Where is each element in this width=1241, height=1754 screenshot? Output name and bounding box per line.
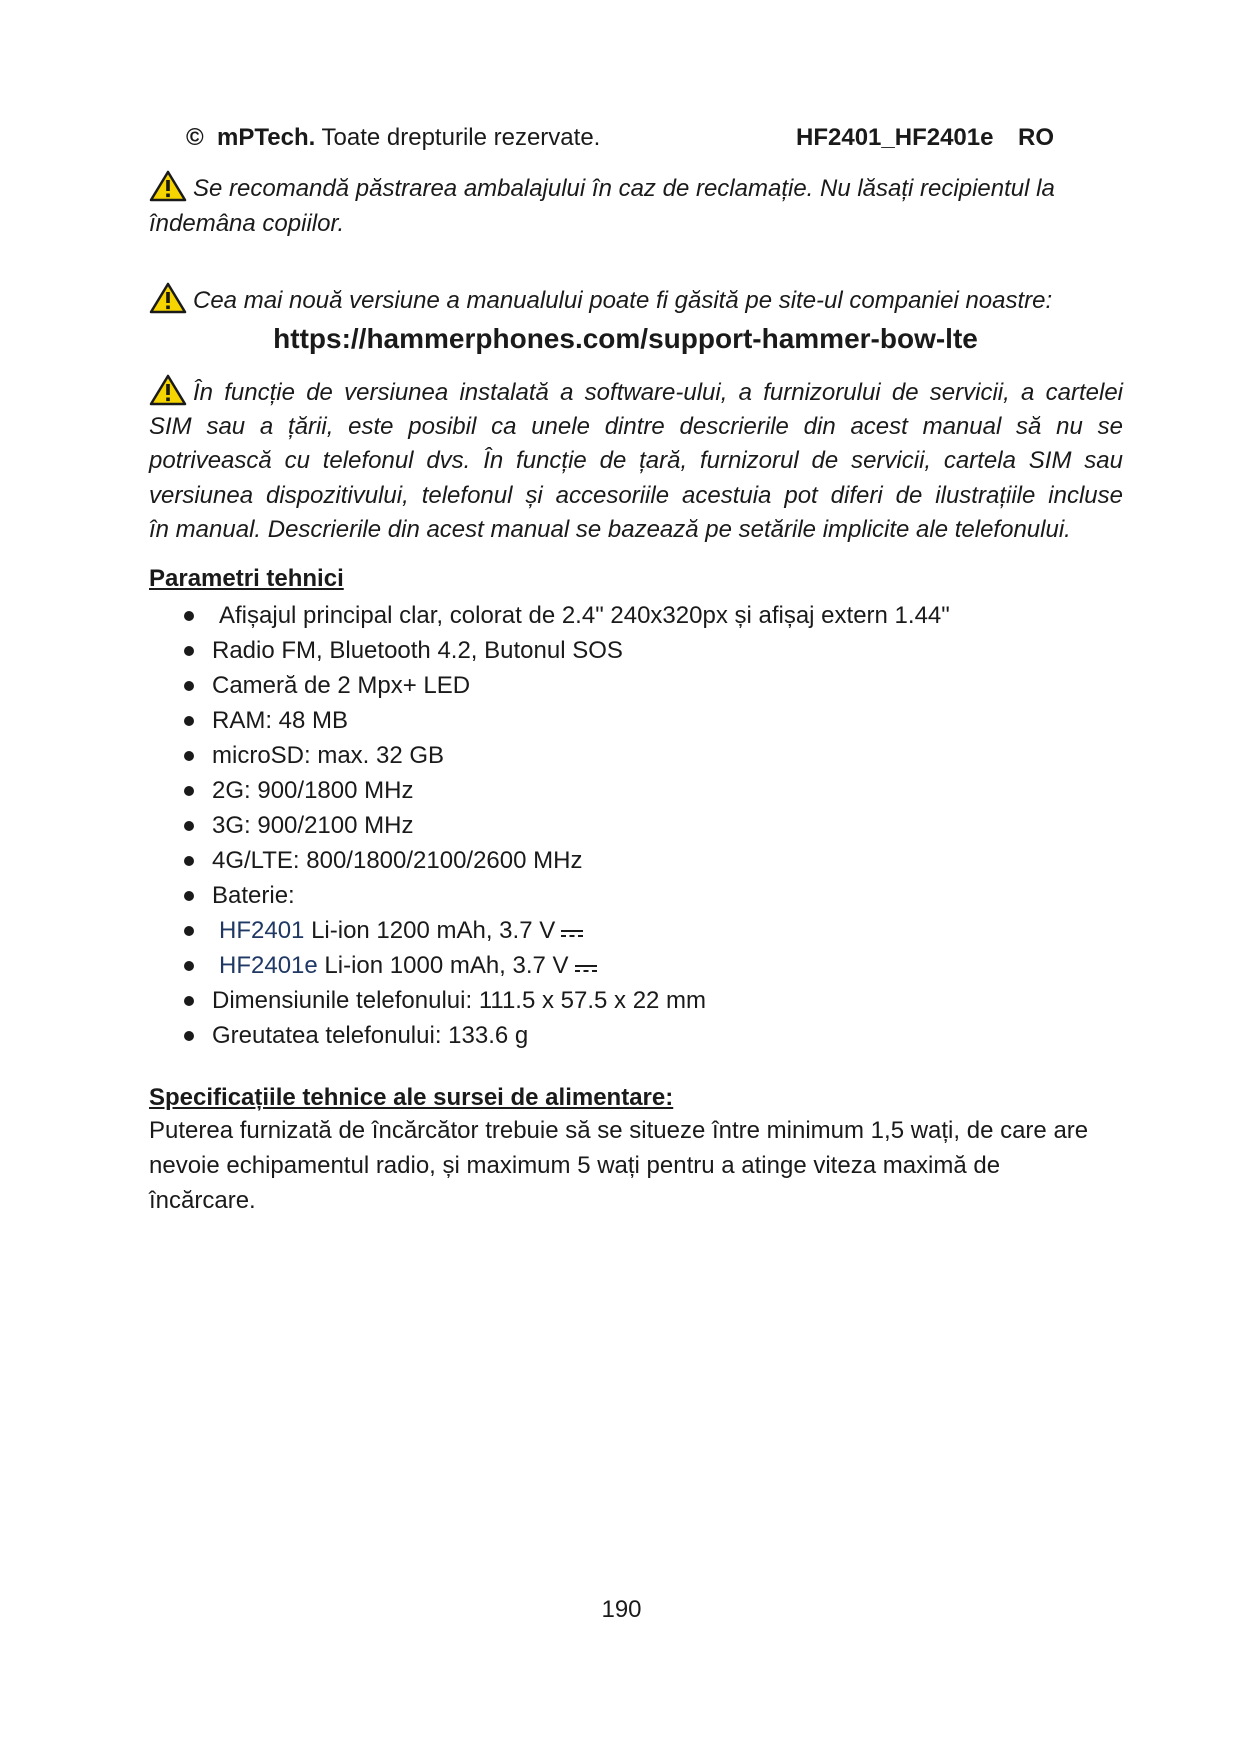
manual-notice-text: Cea mai nouă versiune a manualului poate fi găsită pe site-ul companiei noastre:	[193, 287, 1053, 314]
software-notice-line: în manual. Descrierile din acest manual se bazează pe setările implicite ale telefonului.	[149, 515, 1071, 543]
warning-icon	[149, 374, 187, 406]
bullet-icon	[184, 821, 194, 831]
bullet-icon	[184, 786, 194, 796]
bullet-icon	[184, 926, 194, 936]
bullet-icon	[184, 1031, 194, 1041]
power-supply-heading: Specificațiile tehnice ale sursei de alimentare:	[149, 1084, 674, 1111]
manual-notice	[149, 282, 1123, 318]
bullet-icon	[184, 891, 194, 901]
dc-current-icon	[575, 949, 597, 959]
list-item: Afișajul principal clar, colorat de 2.4" 240x320px și afișaj extern 1.44"	[180, 598, 950, 633]
list-item: microSD: max. 32 GB	[180, 738, 950, 773]
support-url[interactable]: https://hammerphones.com/support-hammer-bow-lte	[273, 323, 978, 354]
bullet-icon	[184, 681, 194, 691]
list-item: RAM: 48 MB	[180, 703, 950, 738]
battery-item	[180, 948, 950, 983]
software-notice-line: potrivească cu telefonul dvs. În funcție de țară, furnizorul de servicii, cartela SIM sau	[149, 447, 1123, 475]
battery-model: HF2401e	[219, 952, 318, 979]
list-item: Baterie:	[180, 878, 950, 913]
software-notice-line: În funcție de versiunea instalată a software-ului, a furnizorului de servicii, a cartelei	[149, 374, 1123, 410]
software-notice-line: versiunea dispozitivului, telefonul și accesoriile acestuia pot diferi de ilustrațiile incluse	[149, 481, 1123, 509]
copyright-symbol: ©	[186, 124, 204, 151]
bullet-icon	[184, 611, 194, 621]
packaging-notice	[149, 170, 1123, 241]
bullet-icon	[184, 716, 194, 726]
list-item: Dimensiunile telefonului: 111.5 x 57.5 x 22 mm	[180, 983, 950, 1018]
list-item: 4G/LTE: 800/1800/2100/2600 MHz	[180, 843, 950, 878]
tech-params-list	[180, 598, 950, 1053]
bullet-icon	[184, 751, 194, 761]
page-number: 190	[601, 1596, 642, 1623]
warning-icon	[149, 170, 187, 202]
bullet-icon	[184, 996, 194, 1006]
battery-model: HF2401	[219, 917, 305, 944]
list-item: Cameră de 2 Mpx+ LED	[180, 668, 950, 703]
battery-item	[180, 913, 950, 948]
list-item: Greutatea telefonului: 133.6 g	[180, 1018, 950, 1053]
language-code: RO	[1018, 124, 1054, 151]
rights-text: Toate drepturile rezervate.	[321, 124, 601, 151]
bullet-icon	[184, 856, 194, 866]
brand-name: mPTech.	[217, 124, 316, 151]
list-item: Radio FM, Bluetooth 4.2, Butonul SOS	[180, 633, 950, 668]
page-header	[186, 122, 1056, 154]
packaging-notice-text: Se recomandă păstrarea ambalajului în caz de reclamație. Nu lăsați recipientul la îndemâna copiilor.	[149, 175, 1055, 237]
power-supply-text: Puterea furnizată de încărcător trebuie să se situeze între minimum 1,5 wați, de care are nevoie echipamentul radio, și maximum 5 wați pentru a atinge viteza maximă de încărcare.	[149, 1117, 1089, 1214]
list-item: 3G: 900/2100 MHz	[180, 808, 950, 843]
model-code: HF2401_HF2401e	[796, 124, 994, 151]
dc-current-icon	[561, 914, 583, 924]
tech-params-heading: Parametri tehnici	[149, 565, 344, 592]
list-item: 2G: 900/1800 MHz	[180, 773, 950, 808]
battery-spec: Li-ion 1200 mAh, 3.7 V	[311, 917, 556, 944]
battery-spec: Li-ion 1000 mAh, 3.7 V	[324, 952, 569, 979]
bullet-icon	[184, 646, 194, 656]
warning-icon	[149, 282, 187, 314]
bullet-icon	[184, 961, 194, 971]
software-notice	[149, 374, 1123, 547]
software-notice-line: SIM sau a țării, este posibil ca unele dintre descrierile din acest manual să nu se	[149, 413, 1123, 441]
